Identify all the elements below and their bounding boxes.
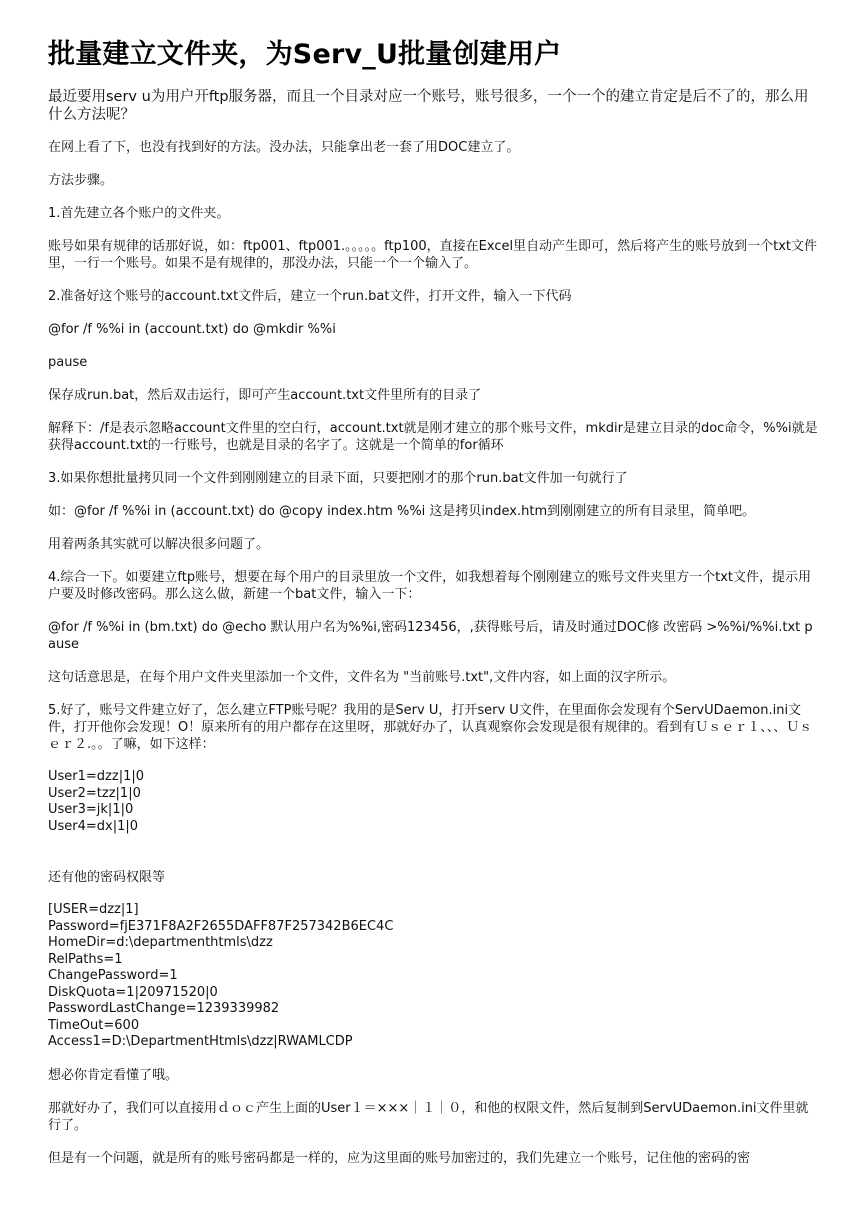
step-1-heading: 1.首先建立各个账户的文件夹。 [48,206,230,221]
config-line: [USER=dzz|1] [48,902,139,917]
config-line: ChangePassword=1 [48,968,178,983]
code-echo: @for /f %%i in (bm.txt) do @echo 默认用户名为%%i,密码123456，,获得账号后，请及时通过DOC修 改密码 >%%i/%%i.txt pause [48,620,813,652]
users-list-line: User3=jk|1|0 [48,802,134,817]
paragraph-explanation: 解释下：/f是表示忽略account文件里的空白行，account.txt就是刚才建立的那个账号文件，mkdir是建立目录的doc命令，%%i就是获得account.txt的一行账号，也就是目录的名字了。这就是一个简单的for循环 [48,421,818,453]
config-line: RelPaths=1 [48,951,123,967]
paragraph-account-rules: 账号如果有规律的话那好说，如：ftp001、ftp001.。。。。。ftp100，直接在Excel里自动产生即可，然后将产生的账号放到一个txt文件里，一行一个账号。如果不是有规律的，那没办法，只能一个一个输入了。 [48,239,817,271]
config-line: Access1=D:\DepartmentHtmls\dzz|RWAMLCDP [48,1034,353,1049]
step-4-heading: 4.综合一下。如要建立ftp账号，想要在每个用户的目录里放一个文件，如我想着每个刚刚建立的账号文件夹里方一个txt文件，提示用户要及时修改密码。那么这么做，新建一个bat文件，输入一下： [48,570,811,602]
config-line: HomeDir=d:\departmenthtmls\dzz [48,935,273,950]
paragraph-password-issue: 但是有一个问题，就是所有的账号密码都是一样的，应为这里面的账号加密过的，我们先建立一个账号，记住他的密码的密 [48,1150,751,1166]
config-line: PasswordLastChange=1239339982 [48,1001,280,1016]
config-line: TimeOut=600 [48,1017,140,1033]
config-line: Password=fjE371F8A2F2655DAFF87F257342B6EC4C [48,918,394,934]
paragraph-echo-meaning: 这句话意思是，在每个用户文件夹里添加一个文件，文件名为 "当前账号.txt",文件内容，如上面的汉字所示。 [48,670,676,685]
paragraph-permissions: 还有他的密码权限等 [48,870,166,885]
paragraph-copy-example: 如：@for /f %%i in (account.txt) do @copy index.htm %%i 这是拷贝index.htm到刚刚建立的所有目录里，简单吧。 [48,504,756,519]
page-title: 批量建立文件夹，为Serv_U批量创建用户 [48,39,562,70]
paragraph-two-commands: 用着两条其实就可以解决很多问题了。 [48,537,270,552]
paragraph-save-run: 保存成run.bat，然后双击运行，即可产生account.txt文件里所有的目录了 [48,388,482,403]
step-5-heading: 5.好了，账号文件建立好了，怎么建立FTP账号呢？我用的是Serv U，打开serv U文件，在里面你会发现有个ServUDaemon.ini文件，打开他你会发现！O！原来所有的用户都存在这里呀，那就好办了，认真观察你会发现是很有规律的。看到有Ｕｓｅｒ１、、、Ｕｓｅｒ２.。。了嘛，如下这样： [48,703,813,752]
code-pause: pause [48,355,88,370]
intro-paragraph: 最近要用serv u为用户开ftp服务器，而且一个目录对应一个账号，账号很多，一个一个的建立肯定是后不了的，那么用什么方法呢？ [48,89,809,123]
users-list-line: User2=tzz|1|0 [48,785,141,801]
users-list-line: User4=dx|1|0 [48,818,139,834]
config-line: DiskQuota=1|20971520|0 [48,984,218,1000]
users-list-line: User1=dzz|1|0 [48,769,144,784]
paragraph-network-search: 在网上看了下，也没有找到好的方法。没办法，只能拿出老一套了用DOC建立了。 [48,140,520,155]
users-list [48,769,820,835]
paragraph-generate-doc: 那就好办了，我们可以直接用ｄｏｃ产生上面的User１＝×××｜１｜０，和他的权限文件，然后复制到ServUDaemon.ini文件里就行了。 [48,1100,809,1133]
paragraph-method-steps: 方法步骤。 [48,173,114,188]
user-config-block [48,902,820,1051]
paragraph-understood: 想必你肯定看懂了哦。 [48,1067,179,1083]
step-2-heading: 2.准备好这个账号的account.txt文件后，建立一个run.bat文件，打开文件，输入一下代码 [48,289,572,304]
step-3-heading: 3.如果你想批量拷贝同一个文件到刚刚建立的目录下面，只要把刚才的那个run.bat文件加一句就行了 [48,471,628,486]
spacer [48,851,820,869]
code-mkdir: @for /f %%i in (account.txt) do @mkdir %%i [48,322,336,337]
